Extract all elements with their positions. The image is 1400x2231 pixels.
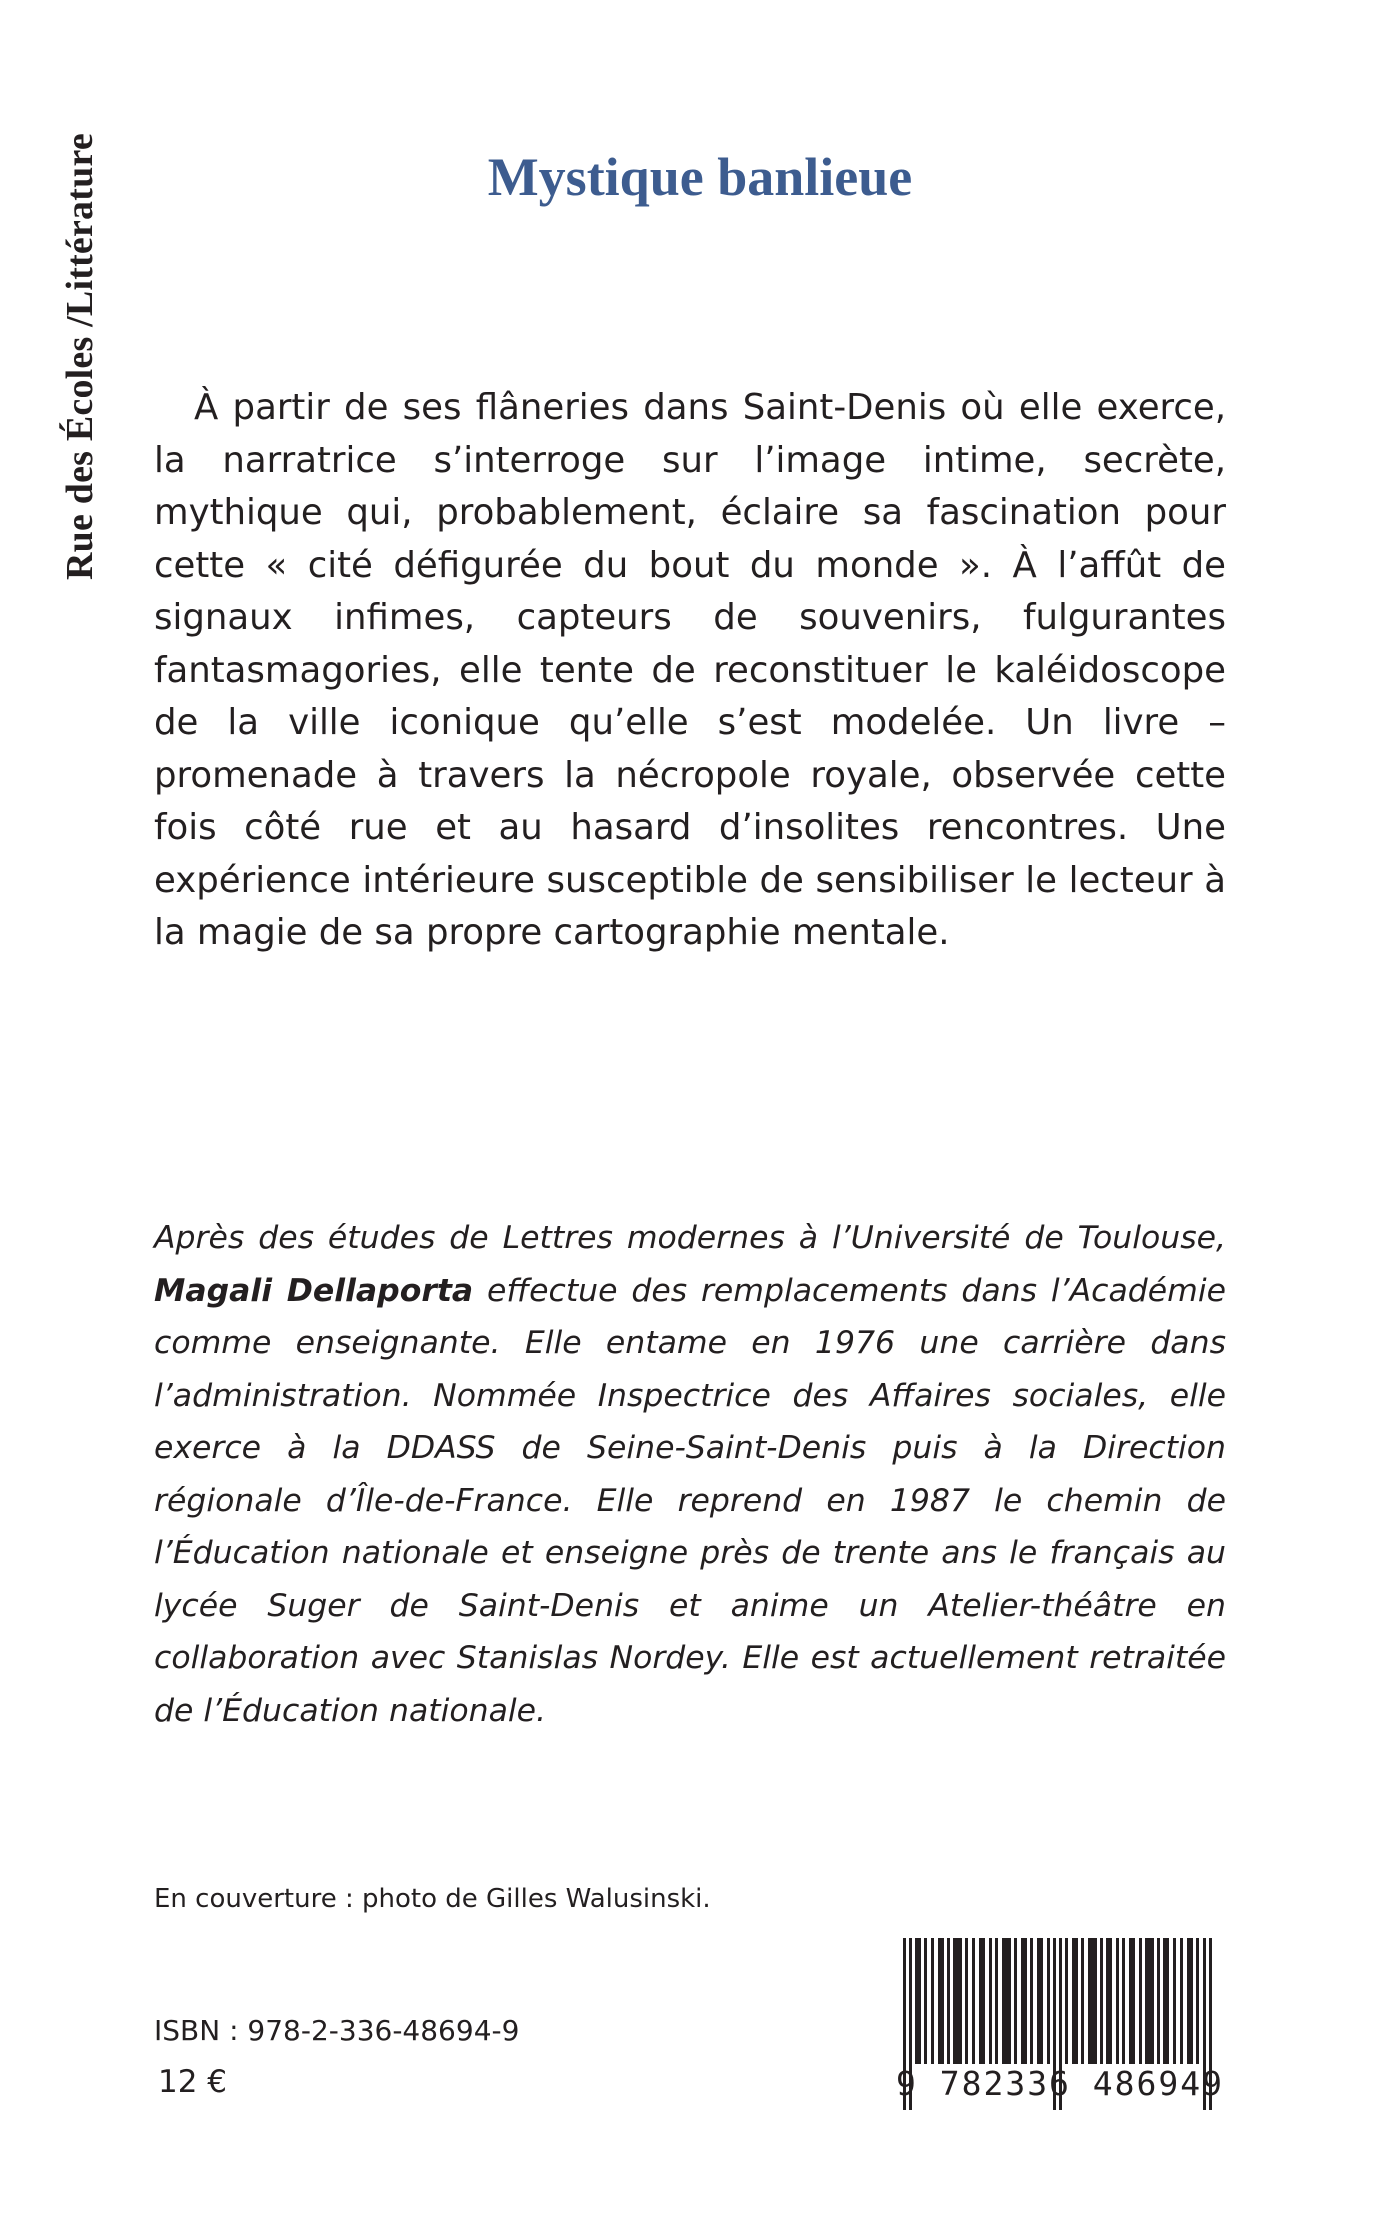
blurb-paragraph: À partir de ses flâneries dans Saint-Denis où elle exerce, la narratrice s’interroge sur l’image intime, secrète, mythique qui, probablement, éclaire sa fascination pour cette « cité défigurée du bout du monde ». À l’affût de signaux infimes, capteurs de souvenirs, fulgurantes fantasmagories, elle tente de reconstituer le kaléidoscope de la ville iconique qu’elle s’est modelée. Un livre – promenade à travers la nécropole royale, observée cette fois côté rue et au hasard d’insolites rencontres. Une expérience intérieure susceptible de sensibiliser le lecteur à la magie de sa propre cartographie mentale. [154, 387, 1226, 953]
price: 12 € [158, 2064, 228, 2100]
bio-text-start: Après des études de Lettres modernes à l’Université de Toulouse, [154, 1220, 1226, 1256]
isbn: ISBN : 978-2-336-48694-9 [154, 2014, 520, 2047]
barcode [895, 1938, 1225, 2110]
photo-credit: En couverture : photo de Gilles Walusinski. [154, 1884, 711, 1914]
bio-text-end: effectue des remplacements dans l’Académie comme enseignante. Elle entame en 1976 une carrière dans l’administration. Nommée Inspectrice des Affaires sociales, elle exerce à la DDASS de Seine-Saint-Denis puis à la Direction régionale d’Île-de-France. Elle reprend en 1987 le chemin de l’Éducation nationale et enseigne près de trente ans le français au lycée Suger de Saint-Denis et anime un Atelier-théâtre en collaboration avec Stanislas Nordey. Elle est actuellement retraitée de l’Éducation nationale. [154, 1272, 1226, 1729]
book-title: Mystique banlieue [487, 147, 913, 207]
author-bio [154, 1212, 1226, 1737]
author-name: Magali Dellaporta [154, 1272, 474, 1309]
spine-label: Rue des Écoles /Littérature [59, 133, 101, 580]
barcode-digits: 9 782336 486949 [895, 2064, 1224, 2103]
